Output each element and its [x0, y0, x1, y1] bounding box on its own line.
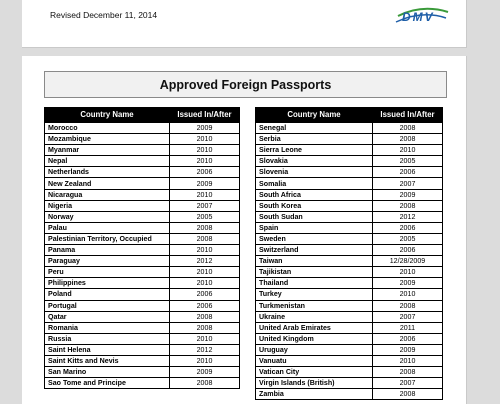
table-row [45, 189, 240, 200]
svg-text:DMV: DMV [402, 10, 435, 24]
country-cell: Sao Tome and Principe [45, 378, 170, 389]
table-row [256, 145, 443, 156]
issued-year-cell: 2009 [170, 178, 240, 189]
table-header-row [45, 108, 240, 123]
table-row [256, 333, 443, 344]
issued-year-cell: 2008 [170, 311, 240, 322]
table-header-row [256, 108, 443, 123]
country-cell: Palestinian Territory, Occupied [45, 233, 170, 244]
issued-year-cell: 2010 [373, 355, 443, 366]
table-row [45, 167, 240, 178]
issued-year-cell: 2009 [373, 344, 443, 355]
table-row [45, 233, 240, 244]
issued-year-cell: 2007 [170, 200, 240, 211]
country-cell: South Sudan [256, 211, 373, 222]
table-row [256, 355, 443, 366]
country-cell: Uruguay [256, 344, 373, 355]
table-row [256, 189, 443, 200]
country-cell: Sierra Leone [256, 145, 373, 156]
country-cell: Thailand [256, 278, 373, 289]
issued-year-cell: 2012 [373, 211, 443, 222]
document-page [22, 56, 467, 404]
issued-year-cell: 2006 [373, 222, 443, 233]
table-row [256, 211, 443, 222]
issued-year-cell: 2005 [373, 156, 443, 167]
issued-year-cell: 2008 [170, 322, 240, 333]
country-cell: Slovenia [256, 167, 373, 178]
country-cell: Romania [45, 322, 170, 333]
country-cell: Nicaragua [45, 189, 170, 200]
country-cell: South Africa [256, 189, 373, 200]
issued-year-cell: 2010 [170, 333, 240, 344]
table-row [45, 278, 240, 289]
country-cell: Palau [45, 222, 170, 233]
country-cell: Nepal [45, 156, 170, 167]
issued-year-cell: 2010 [373, 289, 443, 300]
issued-year-cell: 2008 [373, 200, 443, 211]
country-cell: New Zealand [45, 178, 170, 189]
country-cell: Switzerland [256, 245, 373, 256]
country-cell: Portugal [45, 300, 170, 311]
table-row [256, 156, 443, 167]
column-header-issued: Issued In/After [373, 108, 443, 123]
issued-year-cell: 2010 [373, 267, 443, 278]
country-cell: Spain [256, 222, 373, 233]
issued-year-cell: 2008 [373, 122, 443, 134]
table-row [256, 256, 443, 267]
country-cell: Netherlands [45, 167, 170, 178]
table-row [256, 278, 443, 289]
issued-year-cell: 2009 [373, 278, 443, 289]
issued-year-cell: 2008 [373, 367, 443, 378]
issued-year-cell: 2010 [170, 145, 240, 156]
issued-year-cell: 2007 [373, 378, 443, 389]
column-header-issued: Issued In/After [170, 108, 240, 123]
issued-year-cell: 2010 [170, 134, 240, 145]
table-row [45, 344, 240, 355]
table-row [256, 200, 443, 211]
issued-year-cell: 2007 [373, 178, 443, 189]
country-cell: Russia [45, 333, 170, 344]
passport-table-left [44, 107, 240, 389]
country-cell: Qatar [45, 311, 170, 322]
country-cell: San Marino [45, 367, 170, 378]
table-row [45, 355, 240, 366]
table-row [256, 167, 443, 178]
table-row [256, 222, 443, 233]
country-cell: South Korea [256, 200, 373, 211]
country-cell: Zambia [256, 389, 373, 400]
table-row [45, 200, 240, 211]
column-header-country: Country Name [45, 108, 170, 123]
table-row [256, 322, 443, 333]
issued-year-cell: 2008 [170, 222, 240, 233]
country-cell: Morocco [45, 122, 170, 134]
table-body-right [256, 122, 443, 400]
country-cell: United Arab Emirates [256, 322, 373, 333]
table-row [256, 233, 443, 244]
country-cell: Vatican City [256, 367, 373, 378]
table-row [256, 178, 443, 189]
issued-year-cell: 2011 [373, 322, 443, 333]
issued-year-cell: 2007 [373, 311, 443, 322]
issued-year-cell: 2008 [373, 389, 443, 400]
country-cell: Virgin Islands (British) [256, 378, 373, 389]
country-cell: Peru [45, 267, 170, 278]
table-row [45, 256, 240, 267]
country-cell: Serbia [256, 134, 373, 145]
table-row [256, 267, 443, 278]
country-cell: Tajikistan [256, 267, 373, 278]
issued-year-cell: 2005 [170, 211, 240, 222]
issued-year-cell: 2009 [170, 367, 240, 378]
country-cell: Norway [45, 211, 170, 222]
country-cell: Somalia [256, 178, 373, 189]
country-cell: Poland [45, 289, 170, 300]
table-row [45, 145, 240, 156]
issued-year-cell: 2006 [170, 167, 240, 178]
country-cell: Saint Helena [45, 344, 170, 355]
issued-year-cell: 2008 [170, 233, 240, 244]
table-row [45, 322, 240, 333]
issued-year-cell: 2008 [373, 134, 443, 145]
table-row [45, 178, 240, 189]
table-body-left [45, 122, 240, 389]
table-row [45, 245, 240, 256]
issued-year-cell: 12/28/2009 [373, 256, 443, 267]
table-row [45, 367, 240, 378]
issued-year-cell: 2005 [373, 233, 443, 244]
issued-year-cell: 2006 [373, 245, 443, 256]
page-title: Approved Foreign Passports [44, 71, 447, 98]
country-cell: Mozambique [45, 134, 170, 145]
issued-year-cell: 2009 [170, 122, 240, 134]
table-row [256, 344, 443, 355]
table-row [256, 311, 443, 322]
table-row [256, 389, 443, 400]
country-cell: Turkmenistan [256, 300, 373, 311]
issued-year-cell: 2006 [170, 300, 240, 311]
dmv-logo-icon [394, 6, 450, 24]
table-row [45, 311, 240, 322]
table-row [256, 300, 443, 311]
issued-year-cell: 2006 [373, 333, 443, 344]
table-row [45, 211, 240, 222]
table-row [256, 378, 443, 389]
country-cell: Senegal [256, 122, 373, 134]
table-row [45, 289, 240, 300]
country-cell: Saint Kitts and Nevis [45, 355, 170, 366]
issued-year-cell: 2010 [373, 145, 443, 156]
table-row [256, 134, 443, 145]
country-cell: Turkey [256, 289, 373, 300]
country-cell: Myanmar [45, 145, 170, 156]
table-row [256, 245, 443, 256]
issued-year-cell: 2010 [170, 156, 240, 167]
table-row [45, 134, 240, 145]
issued-year-cell: 2010 [170, 278, 240, 289]
country-cell: Taiwan [256, 256, 373, 267]
country-cell: Nigeria [45, 200, 170, 211]
country-cell: United Kingdom [256, 333, 373, 344]
revised-date: Revised December 11, 2014 [50, 10, 158, 20]
issued-year-cell: 2009 [373, 189, 443, 200]
table-row [45, 300, 240, 311]
issued-year-cell: 2008 [170, 378, 240, 389]
previous-page [22, 0, 467, 48]
table-row [45, 333, 240, 344]
country-cell: Sweden [256, 233, 373, 244]
country-cell: Philippines [45, 278, 170, 289]
country-cell: Panama [45, 245, 170, 256]
table-row [256, 289, 443, 300]
country-cell: Vanuatu [256, 355, 373, 366]
issued-year-cell: 2006 [373, 167, 443, 178]
table-row [45, 122, 240, 134]
country-cell: Paraguay [45, 256, 170, 267]
issued-year-cell: 2010 [170, 245, 240, 256]
table-row [45, 378, 240, 389]
column-header-country: Country Name [256, 108, 373, 123]
table-row [45, 267, 240, 278]
passport-table-right [255, 107, 443, 400]
table-row [256, 122, 443, 134]
issued-year-cell: 2008 [373, 300, 443, 311]
table-row [45, 222, 240, 233]
issued-year-cell: 2012 [170, 344, 240, 355]
country-cell: Slovakia [256, 156, 373, 167]
country-cell: Ukraine [256, 311, 373, 322]
issued-year-cell: 2012 [170, 256, 240, 267]
table-row [45, 156, 240, 167]
issued-year-cell: 2010 [170, 267, 240, 278]
issued-year-cell: 2010 [170, 189, 240, 200]
issued-year-cell: 2010 [170, 355, 240, 366]
issued-year-cell: 2006 [170, 289, 240, 300]
table-row [256, 367, 443, 378]
